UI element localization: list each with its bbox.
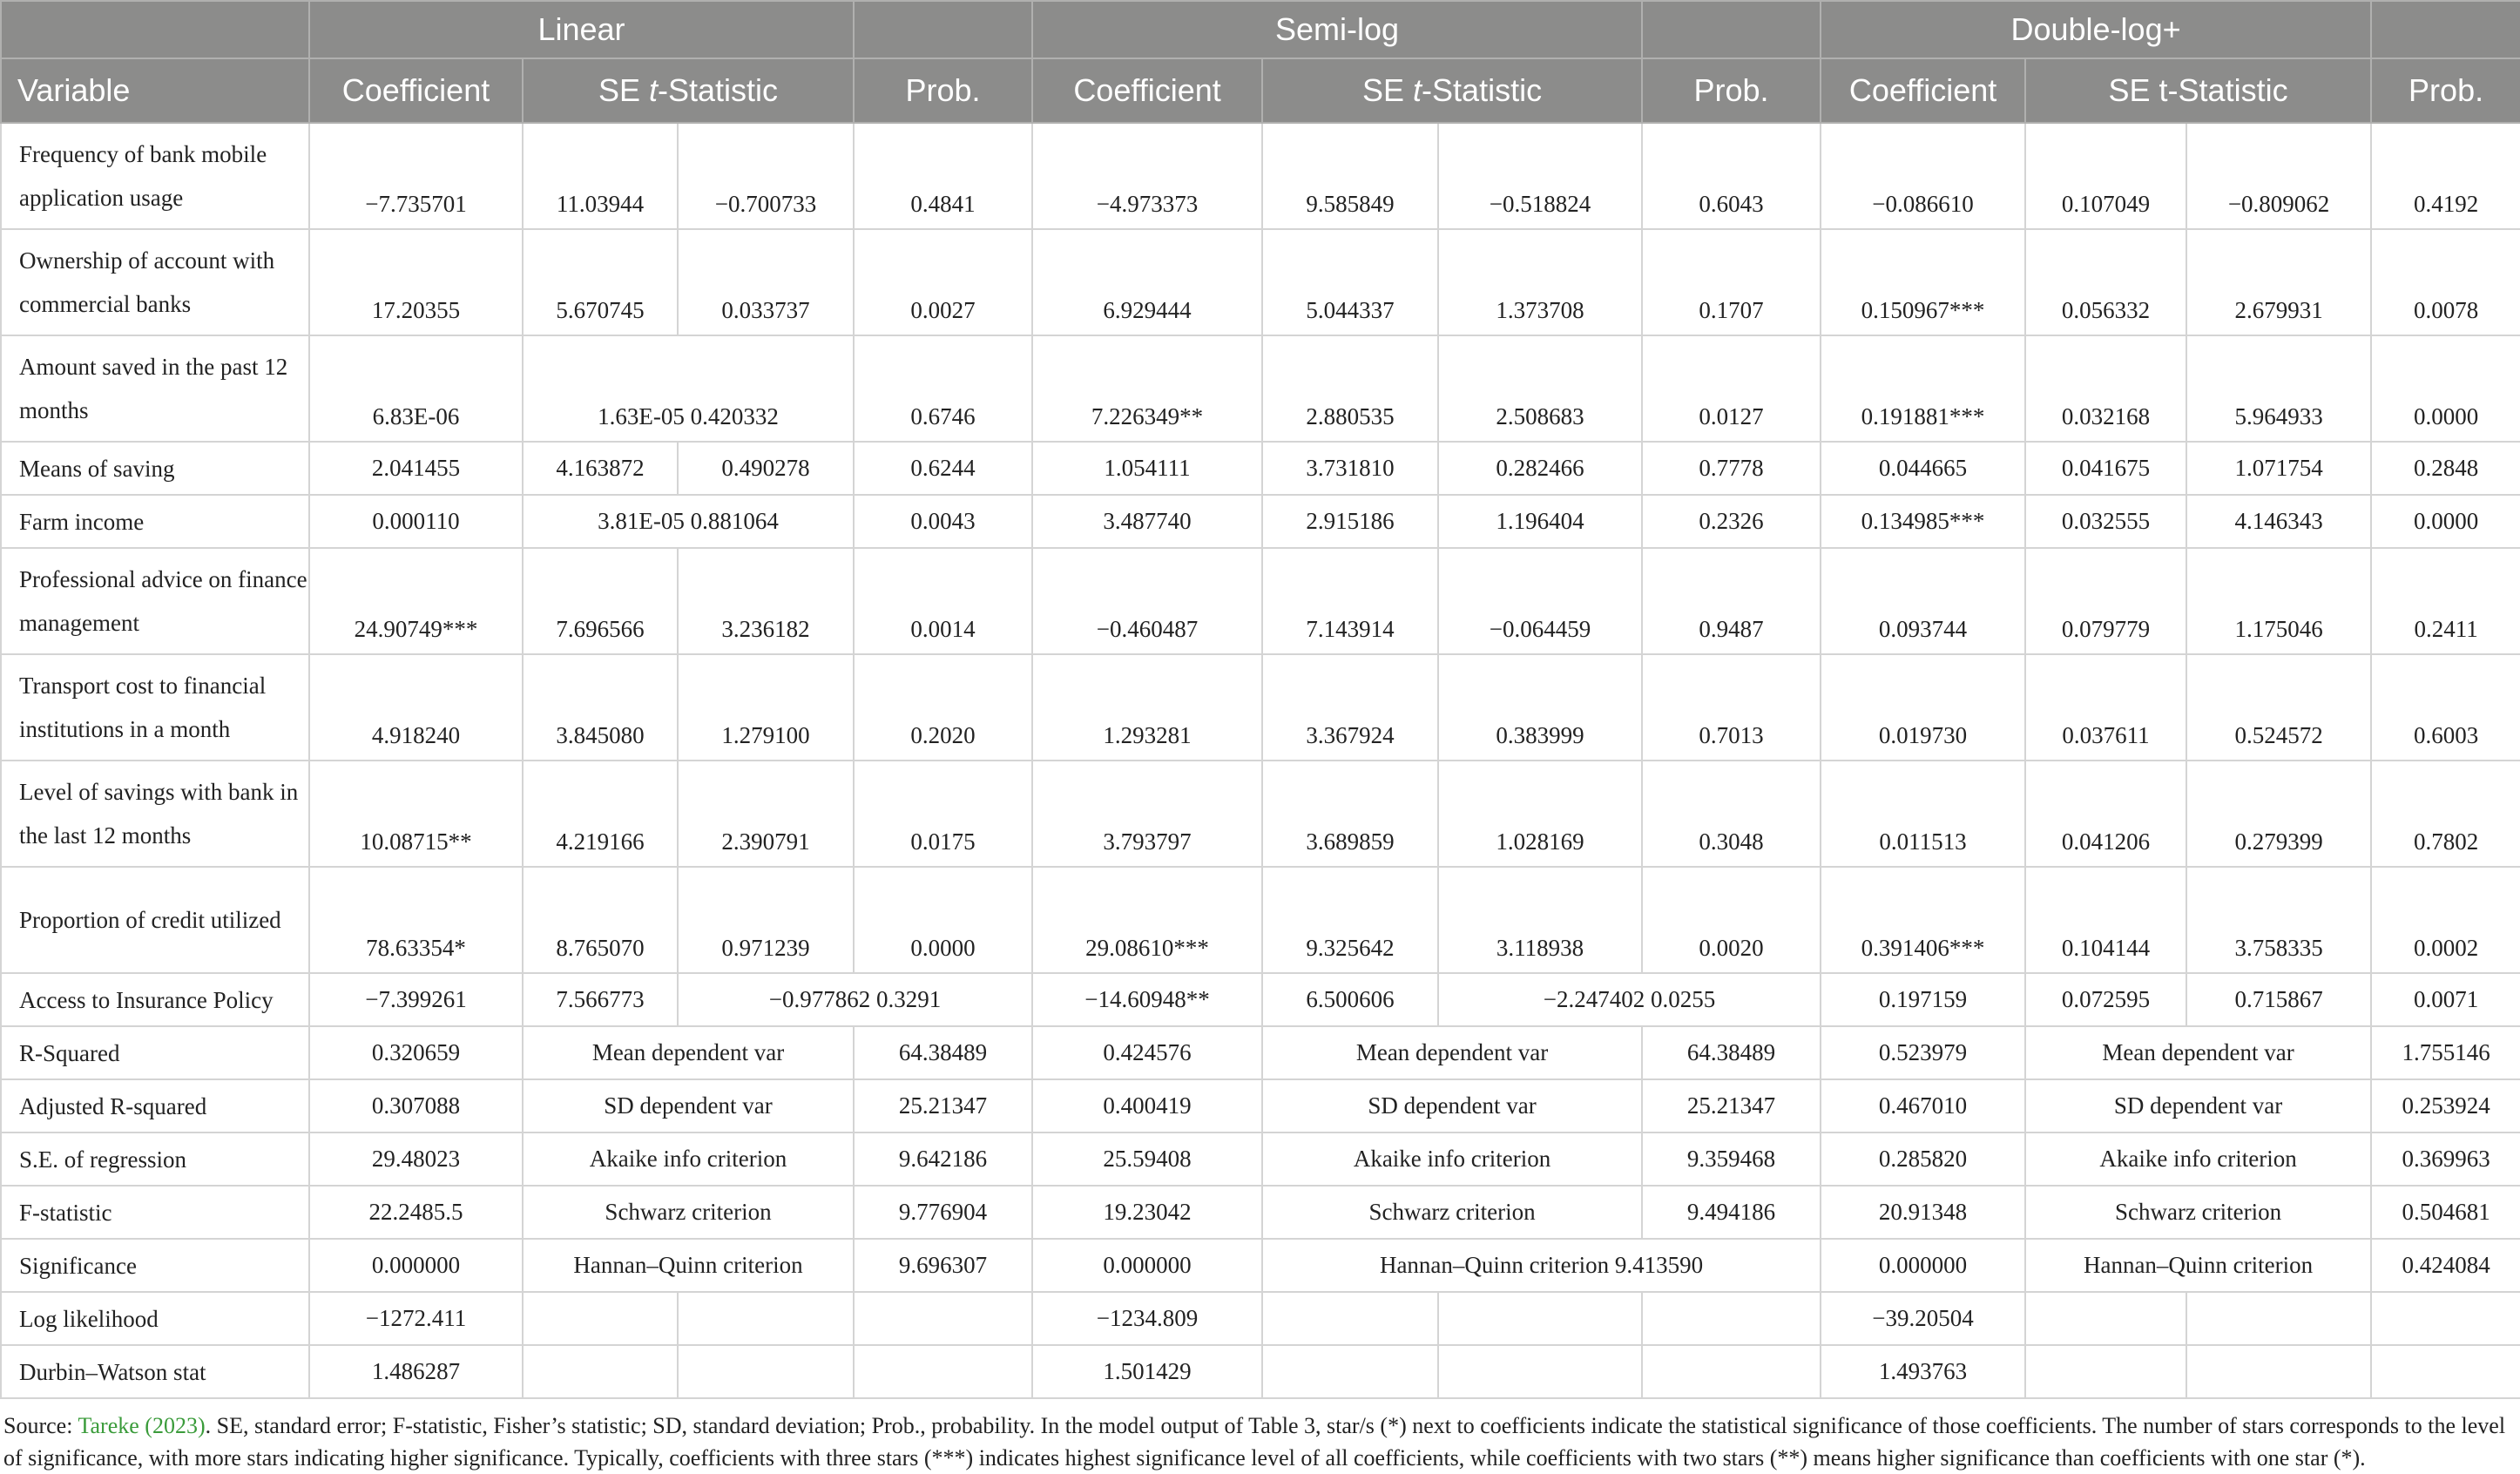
semi-prob: 0.7013	[1642, 654, 1821, 761]
linear-stat-value: −1272.411	[309, 1292, 523, 1345]
double-se: 0.037611	[2025, 654, 2186, 761]
linear-coefficient: −7.735701	[309, 123, 523, 229]
linear-tstat: 0.490278	[678, 442, 854, 495]
linear-stat-value: 0.307088	[309, 1079, 523, 1133]
se-tstat-header: SE t-Statistic	[2025, 58, 2371, 123]
linear-coefficient: 4.918240	[309, 654, 523, 761]
double-tstat: 0.524572	[2186, 654, 2371, 761]
variable-name: Ownership of account with commercial banks	[1, 229, 309, 335]
linear-stat-label-value: 9.642186	[854, 1133, 1032, 1186]
empty-cell	[1438, 1292, 1642, 1345]
double-prob: 0.7802	[2371, 761, 2520, 867]
double-tstat: 0.279399	[2186, 761, 2371, 867]
linear-prob: 0.0027	[854, 229, 1032, 335]
double-prob: 0.0071	[2371, 973, 2520, 1026]
semi-coefficient: −14.60948**	[1032, 973, 1262, 1026]
semi-tstat: 1.028169	[1438, 761, 1642, 867]
semi-prob: 0.9487	[1642, 548, 1821, 654]
double-tstat: −0.809062	[2186, 123, 2371, 229]
citation-link[interactable]: Tareke (2023)	[78, 1413, 206, 1438]
semi-stat-label-value: 25.21347	[1642, 1079, 1821, 1133]
linear-tstat: 0.971239	[678, 867, 854, 973]
semi-tstat: 3.118938	[1438, 867, 1642, 973]
semi-stat-label: SD dependent var	[1262, 1079, 1642, 1133]
linear-se-tstat: 3.81E-05 0.881064	[523, 495, 854, 548]
prob-header: Prob.	[1642, 58, 1821, 123]
linear-se: 11.03944	[523, 123, 678, 229]
double-se: 0.041206	[2025, 761, 2186, 867]
double-coefficient: 0.191881***	[1821, 335, 2025, 442]
linear-coefficient: −7.399261	[309, 973, 523, 1026]
semi-tstat: −0.518824	[1438, 123, 1642, 229]
semi-tstat: 0.383999	[1438, 654, 1642, 761]
coefficient-header: Coefficient	[309, 58, 523, 123]
variable-header: Variable	[1, 58, 309, 123]
linear-prob: 0.2020	[854, 654, 1032, 761]
variable-name: Farm income	[1, 495, 309, 548]
empty-cell	[2025, 1345, 2186, 1398]
variable-name: Access to Insurance Policy	[1, 973, 309, 1026]
double-stat-label: SD dependent var	[2025, 1079, 2371, 1133]
semi-stat-label: Mean dependent var	[1262, 1026, 1642, 1079]
semi-stat-label-value: 9.359468	[1642, 1133, 1821, 1186]
linear-tstat: 0.033737	[678, 229, 854, 335]
double-prob: 0.2411	[2371, 548, 2520, 654]
group-semi-log: Semi-log	[1032, 1, 1642, 58]
table-row	[1, 335, 2520, 442]
double-tstat: 1.071754	[2186, 442, 2371, 495]
stats-row	[1, 1186, 2520, 1239]
semi-tstat: 1.196404	[1438, 495, 1642, 548]
semi-se: 7.143914	[1262, 548, 1438, 654]
linear-tstat: −0.700733	[678, 123, 854, 229]
double-prob: 0.2848	[2371, 442, 2520, 495]
variable-name: Professional advice on finance management	[1, 548, 309, 654]
double-prob: 0.0000	[2371, 335, 2520, 442]
variable-name: Frequency of bank mobile application usage	[1, 123, 309, 229]
linear-se: 3.845080	[523, 654, 678, 761]
double-se: 0.079779	[2025, 548, 2186, 654]
stat-name: Significance	[1, 1239, 309, 1292]
double-stat-label-value: 0.369963	[2371, 1133, 2520, 1186]
double-tstat: 2.679931	[2186, 229, 2371, 335]
header-blank	[1, 1, 309, 58]
empty-cell	[2025, 1292, 2186, 1345]
stats-row	[1, 1345, 2520, 1398]
semi-coefficient: −4.973373	[1032, 123, 1262, 229]
semi-prob: 0.6043	[1642, 123, 1821, 229]
footnote-text: . SE, standard error; F-statistic, Fisher’s statistic; SD, standard deviation; Prob., probability. In the model output of Table 3, star/s (*) next to coefficients indicate the statistical significance of those coefficients. The number of stars corresponds to the level of significance, with more stars indicating higher significance. Typically, coefficients with three stars (***) indicates highest significance level of all coefficients, while coefficients with two stars (**) means higher significance than coefficients with one star (*).	[3, 1413, 2506, 1471]
linear-stat-value: 22.2485.5	[309, 1186, 523, 1239]
semi-se: 3.367924	[1262, 654, 1438, 761]
stat-name: R-Squared	[1, 1026, 309, 1079]
empty-cell	[1642, 1345, 1821, 1398]
linear-stat-value: 29.48023	[309, 1133, 523, 1186]
semi-stat-label-value: 9.494186	[1642, 1186, 1821, 1239]
semi-tstat: 0.282466	[1438, 442, 1642, 495]
semi-tstat: −0.064459	[1438, 548, 1642, 654]
double-stat-label-value: 0.253924	[2371, 1079, 2520, 1133]
table-row	[1, 973, 2520, 1026]
double-tstat: 0.715867	[2186, 973, 2371, 1026]
semi-prob: 0.2326	[1642, 495, 1821, 548]
semi-tstat: 2.508683	[1438, 335, 1642, 442]
linear-coefficient: 10.08715**	[309, 761, 523, 867]
linear-stat-label: SD dependent var	[523, 1079, 854, 1133]
semi-stat-label-value: 64.38489	[1642, 1026, 1821, 1079]
semi-se: 2.880535	[1262, 335, 1438, 442]
semi-coefficient: 6.929444	[1032, 229, 1262, 335]
semi-coefficient: 29.08610***	[1032, 867, 1262, 973]
double-coefficient: 0.093744	[1821, 548, 2025, 654]
double-se: 0.072595	[2025, 973, 2186, 1026]
linear-stat-label: Schwarz criterion	[523, 1186, 854, 1239]
empty-cell	[678, 1345, 854, 1398]
linear-stat-label: Akaike info criterion	[523, 1133, 854, 1186]
empty-cell	[854, 1345, 1032, 1398]
double-coefficient: 0.011513	[1821, 761, 2025, 867]
double-tstat: 3.758335	[2186, 867, 2371, 973]
linear-coefficient: 78.63354*	[309, 867, 523, 973]
linear-coefficient: 6.83E-06	[309, 335, 523, 442]
stat-name: F-statistic	[1, 1186, 309, 1239]
double-coefficient: 0.134985***	[1821, 495, 2025, 548]
empty-cell	[854, 1292, 1032, 1345]
double-stat-value: 0.285820	[1821, 1133, 2025, 1186]
variable-name: Amount saved in the past 12 months	[1, 335, 309, 442]
double-stat-label: Akaike info criterion	[2025, 1133, 2371, 1186]
semi-stat-value: 25.59408	[1032, 1133, 1262, 1186]
source-prefix: Source:	[3, 1413, 78, 1438]
header-blank	[854, 1, 1032, 58]
double-coefficient: 0.044665	[1821, 442, 2025, 495]
semi-prob: 0.7778	[1642, 442, 1821, 495]
group-header-row	[1, 1, 2520, 58]
double-prob: 0.6003	[2371, 654, 2520, 761]
linear-prob: 0.0175	[854, 761, 1032, 867]
double-se: 0.041675	[2025, 442, 2186, 495]
linear-se: 5.670745	[523, 229, 678, 335]
table-row	[1, 654, 2520, 761]
empty-cell	[523, 1292, 678, 1345]
linear-se: 7.566773	[523, 973, 678, 1026]
table-row	[1, 442, 2520, 495]
empty-cell	[1642, 1292, 1821, 1345]
double-prob: 0.0078	[2371, 229, 2520, 335]
linear-prob: 0.0014	[854, 548, 1032, 654]
linear-se: 4.219166	[523, 761, 678, 867]
linear-stat-value: 0.320659	[309, 1026, 523, 1079]
linear-se: 7.696566	[523, 548, 678, 654]
semi-se: 5.044337	[1262, 229, 1438, 335]
double-stat-value: 20.91348	[1821, 1186, 2025, 1239]
double-coefficient: −0.086610	[1821, 123, 2025, 229]
prob-header: Prob.	[2371, 58, 2520, 123]
coefficient-header: Coefficient	[1821, 58, 2025, 123]
linear-coefficient: 24.90749***	[309, 548, 523, 654]
double-stat-value: 0.467010	[1821, 1079, 2025, 1133]
table-footnote	[0, 1399, 2517, 1474]
double-stat-value: −39.20504	[1821, 1292, 2025, 1345]
semi-stat-value: −1234.809	[1032, 1292, 1262, 1345]
double-se: 0.056332	[2025, 229, 2186, 335]
linear-stat-label-value: 9.776904	[854, 1186, 1032, 1239]
double-coefficient: 0.150967***	[1821, 229, 2025, 335]
double-prob: 0.0002	[2371, 867, 2520, 973]
variable-name: Level of savings with bank in the last 12 months	[1, 761, 309, 867]
semi-stat-label: Schwarz criterion	[1262, 1186, 1642, 1239]
double-se: 0.032555	[2025, 495, 2186, 548]
linear-prob: 0.6244	[854, 442, 1032, 495]
stat-name: S.E. of regression	[1, 1133, 309, 1186]
semi-se: 2.915186	[1262, 495, 1438, 548]
double-se: 0.032168	[2025, 335, 2186, 442]
double-stat-label-value: 0.504681	[2371, 1186, 2520, 1239]
stats-row	[1, 1239, 2520, 1292]
empty-cell	[2186, 1292, 2371, 1345]
linear-stat-value: 0.000000	[309, 1239, 523, 1292]
semi-se: 9.325642	[1262, 867, 1438, 973]
table-row	[1, 229, 2520, 335]
double-stat-label-value: 1.755146	[2371, 1026, 2520, 1079]
stats-row	[1, 1079, 2520, 1133]
double-tstat: 5.964933	[2186, 335, 2371, 442]
double-tstat: 1.175046	[2186, 548, 2371, 654]
empty-cell	[2186, 1345, 2371, 1398]
linear-stat-label-value: 9.696307	[854, 1239, 1032, 1292]
double-stat-label: Mean dependent var	[2025, 1026, 2371, 1079]
semi-stat-value: 0.400419	[1032, 1079, 1262, 1133]
variable-name: Means of saving	[1, 442, 309, 495]
semi-coefficient: 1.293281	[1032, 654, 1262, 761]
double-stat-value: 0.523979	[1821, 1026, 2025, 1079]
semi-se: 9.585849	[1262, 123, 1438, 229]
table-row	[1, 761, 2520, 867]
double-prob: 0.4192	[2371, 123, 2520, 229]
linear-se: 4.163872	[523, 442, 678, 495]
variable-name: Proportion of credit utilized	[1, 867, 309, 973]
double-stat-label: Hannan–Quinn criterion	[2025, 1239, 2371, 1292]
group-double-log: Double-log+	[1821, 1, 2371, 58]
semi-stat-label: Akaike info criterion	[1262, 1133, 1642, 1186]
linear-se-tstat: 1.63E-05 0.420332	[523, 335, 854, 442]
semi-coefficient: 3.487740	[1032, 495, 1262, 548]
empty-cell	[1262, 1345, 1438, 1398]
linear-coefficient: 0.000110	[309, 495, 523, 548]
double-tstat: 4.146343	[2186, 495, 2371, 548]
table-row	[1, 123, 2520, 229]
empty-cell	[678, 1292, 854, 1345]
double-stat-label-value: 0.424084	[2371, 1239, 2520, 1292]
prob-header: Prob.	[854, 58, 1032, 123]
linear-stat-label: Hannan–Quinn criterion	[523, 1239, 854, 1292]
double-coefficient: 0.391406***	[1821, 867, 2025, 973]
stat-name: Durbin–Watson stat	[1, 1345, 309, 1398]
column-header-row	[1, 58, 2520, 123]
empty-cell	[1438, 1345, 1642, 1398]
linear-prob: 0.4841	[854, 123, 1032, 229]
linear-prob: 0.0043	[854, 495, 1032, 548]
stat-name: Adjusted R-squared	[1, 1079, 309, 1133]
semi-prob: 0.1707	[1642, 229, 1821, 335]
se-tstat-header: SE t-Statistic	[1262, 58, 1642, 123]
semi-stat-value: 19.23042	[1032, 1186, 1262, 1239]
semi-se: 6.500606	[1262, 973, 1438, 1026]
empty-cell	[2371, 1292, 2520, 1345]
semi-coefficient: 3.793797	[1032, 761, 1262, 867]
variable-name: Transport cost to financial institutions in a month	[1, 654, 309, 761]
coefficient-header: Coefficient	[1032, 58, 1262, 123]
linear-prob: 0.6746	[854, 335, 1032, 442]
linear-tstat: 3.236182	[678, 548, 854, 654]
semi-se: 3.731810	[1262, 442, 1438, 495]
group-linear: Linear	[309, 1, 854, 58]
double-stat-value: 1.493763	[1821, 1345, 2025, 1398]
semi-tstat-prob: −2.247402 0.0255	[1438, 973, 1821, 1026]
linear-tstat: 2.390791	[678, 761, 854, 867]
linear-coefficient: 17.20355	[309, 229, 523, 335]
stat-name: Log likelihood	[1, 1292, 309, 1345]
header-blank	[1642, 1, 1821, 58]
header-blank	[2371, 1, 2520, 58]
linear-tstat: 1.279100	[678, 654, 854, 761]
semi-tstat: 1.373708	[1438, 229, 1642, 335]
linear-stat-label-value: 64.38489	[854, 1026, 1032, 1079]
se-tstat-header: SE t-Statistic	[523, 58, 854, 123]
linear-stat-value: 1.486287	[309, 1345, 523, 1398]
semi-stat-value: 0.000000	[1032, 1239, 1262, 1292]
semi-prob: 0.3048	[1642, 761, 1821, 867]
semi-se: 3.689859	[1262, 761, 1438, 867]
stats-row	[1, 1133, 2520, 1186]
linear-prob: 0.0000	[854, 867, 1032, 973]
table-row	[1, 495, 2520, 548]
double-se: 0.107049	[2025, 123, 2186, 229]
linear-stat-label-value: 25.21347	[854, 1079, 1032, 1133]
semi-stat-value: 1.501429	[1032, 1345, 1262, 1398]
empty-cell	[1262, 1292, 1438, 1345]
semi-coefficient: −0.460487	[1032, 548, 1262, 654]
double-se: 0.104144	[2025, 867, 2186, 973]
semi-prob: 0.0127	[1642, 335, 1821, 442]
stats-row	[1, 1292, 2520, 1345]
linear-tstat-prob: −0.977862 0.3291	[678, 973, 1032, 1026]
table-row	[1, 867, 2520, 973]
empty-cell	[523, 1345, 678, 1398]
semi-coefficient: 1.054111	[1032, 442, 1262, 495]
table-row	[1, 548, 2520, 654]
double-coefficient: 0.197159	[1821, 973, 2025, 1026]
linear-se: 8.765070	[523, 867, 678, 973]
empty-cell	[2371, 1345, 2520, 1398]
double-stat-label: Schwarz criterion	[2025, 1186, 2371, 1239]
semi-stat-label-with-value: Hannan–Quinn criterion 9.413590	[1262, 1239, 1821, 1292]
double-coefficient: 0.019730	[1821, 654, 2025, 761]
semi-coefficient: 7.226349**	[1032, 335, 1262, 442]
linear-coefficient: 2.041455	[309, 442, 523, 495]
semi-stat-value: 0.424576	[1032, 1026, 1262, 1079]
double-stat-value: 0.000000	[1821, 1239, 2025, 1292]
semi-prob: 0.0020	[1642, 867, 1821, 973]
double-prob: 0.0000	[2371, 495, 2520, 548]
stats-row	[1, 1026, 2520, 1079]
linear-stat-label: Mean dependent var	[523, 1026, 854, 1079]
